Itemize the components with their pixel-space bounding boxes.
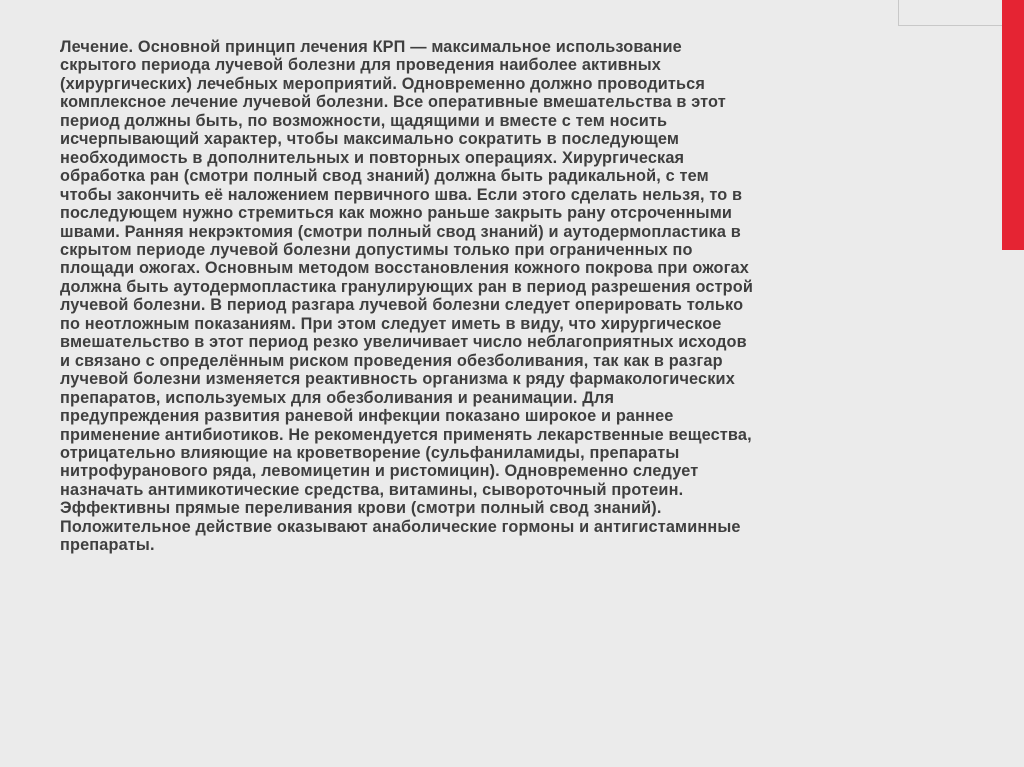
text-line: скрытом периоде лучевой болезни допустимы только при ограниченных по [60,240,693,259]
text-line: чтобы закончить её наложением первичного шва. Если этого сделать нельзя, то в [60,185,743,204]
text-line: (хирургических) лечебных мероприятий. Одновременно должно проводиться [60,74,705,93]
text-line: назначать антимикотические средства, витамины, сывороточный протеин. [60,480,684,499]
text-line: отрицательно влияющие на кроветворение (сульфаниламиды, препараты [60,443,680,462]
text-line: последующем нужно стремиться как можно раньше закрыть рану отсроченными [60,204,733,223]
text-line: швами. Ранняя некрэктомия (смотри полный свод знаний) и аутодермопластика в [60,222,741,241]
text-line: исчерпывающий характер, чтобы максимально сократить в последующем [60,130,680,149]
text-line: Лечение. Основной принцип лечения КРП — максимальное использование [60,38,682,56]
text-line: препараты. [60,536,155,555]
text-line: Эффективны прямые переливания крови (смотри полный свод знаний). [60,499,662,518]
text-line: должна быть аутодермопластика гранулирующих ран в период разрешения острой [60,277,754,296]
text-line: и связано с определённым риском проведения обезболивания, так как в разгар [60,351,723,370]
text-line: комплексное лечение лучевой болезни. Все оперативные вмешательства в этот [60,93,726,112]
text-line: применение антибиотиков. Не рекомендуется применять лекарственные вещества, [60,425,752,444]
text-line: по неотложным показаниям. При этом следует иметь в виду, что хирургическое [60,314,722,333]
text-line: препаратов, используемых для обезболивания и реанимации. Для [60,388,615,407]
text-line: скрытого периода лучевой болезни для проведения наиболее активных [60,56,662,75]
text-line: период должны быть, по возможности, щадящими и вместе с тем носить [60,111,668,130]
text-line: предупреждения развития раневой инфекции показано широкое и раннее [60,407,674,426]
red-accent-bar [1002,0,1024,250]
text-line: Положительное действие оказывают анаболические гормоны и антигистаминные [60,517,741,536]
text-line: необходимость в дополнительных и повторных операциях. Хирургическая [60,148,685,167]
text-line: площади ожогах. Основным методом восстановления кожного покрова при ожогах [60,259,749,278]
slide-body-text [60,38,900,555]
text-line: нитрофуранового ряда, левомицетин и ристомицин). Одновременно следует [60,462,699,481]
text-line: обработка ран (смотри полный свод знаний) должна быть радикальной, с тем [60,167,709,186]
corner-frame-decoration [898,0,1002,26]
text-line: вмешательство в этот период резко увеличивает число неблагоприятных исходов [60,333,747,352]
text-line: лучевой болезни изменяется реактивность организма к ряду фармакологических [60,370,735,389]
text-line: лучевой болезни. В период разгара лучевой болезни следует оперировать только [60,296,744,315]
